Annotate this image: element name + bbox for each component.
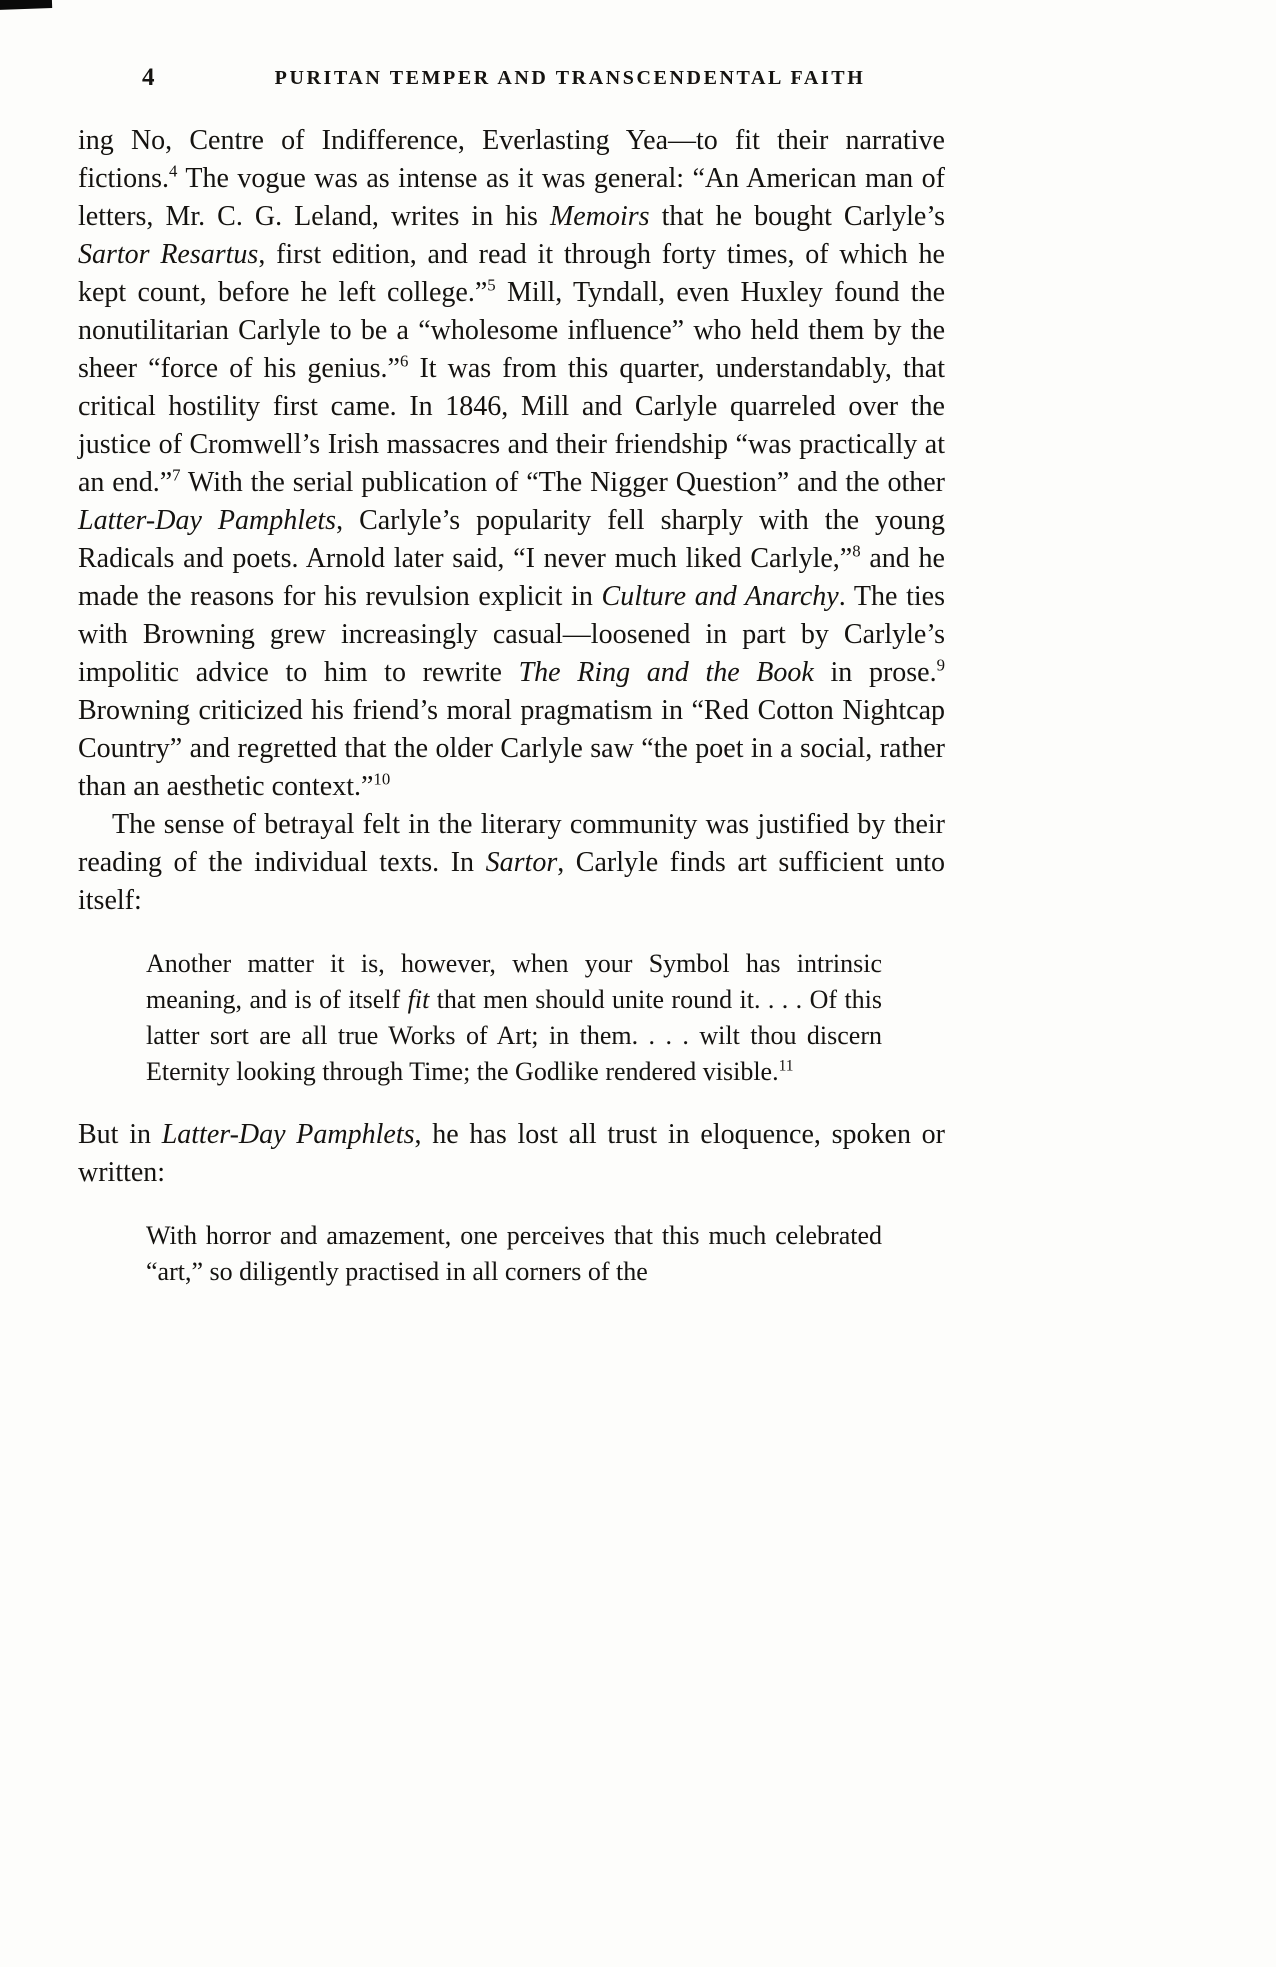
footnote-ref: 4 [169, 161, 178, 181]
footnote-ref: 7 [172, 465, 181, 485]
text-run: that men should unite round it. . . . Of this latter sort are all true Works of Art; in them. . . . wilt thou discern Eternity looking through Time; the Godlike rendered visible. [146, 985, 883, 1086]
text-run: Browning criticized his friend’s moral pragmatism in “Red Cotton Nightcap Country” and regretted that the older Carlyle saw “the poet in a social, rather than an aesthetic context.” [78, 695, 945, 802]
footnote-ref: 6 [399, 351, 409, 371]
text-run: ing No, Centre of Indifference, Everlasting Yea—to fit their narrative fictions. [78, 125, 945, 194]
footnote-ref: 11 [778, 1057, 794, 1075]
text-run: Mill, Tyndall, even Huxley found the nonutilitarian Carlyle to be a “wholesome influence” who held them by the sheer “force of his genius.” [78, 277, 945, 384]
text-run: that he bought Carlyle’s [649, 201, 945, 232]
text-run: But in [78, 1119, 162, 1150]
text-run: , Carlyle finds art sufficient unto itself: [78, 847, 945, 916]
scan-edge-artifact [0, 0, 52, 10]
text-run: Another matter it is, however, when your Symbol has intrinsic meaning, and is of itself [146, 949, 882, 1014]
blockquote [146, 946, 882, 1090]
footnote-ref: 8 [852, 541, 861, 561]
footnote-ref: 9 [936, 655, 945, 675]
italic-text: fit [407, 985, 430, 1014]
text-run: , first edition, and read it through forty times, of which he kept count, before he left college.” [78, 239, 945, 308]
footnote-ref: 5 [487, 275, 496, 295]
text-run: , Carlyle’s popularity fell sharply with the young Radicals and poets. Arnold later said, “I never much liked Carlyle,” [78, 505, 945, 574]
italic-text: Sartor Resartus [78, 239, 259, 270]
paragraph [78, 122, 945, 806]
italic-text: Culture and Anarchy [601, 581, 839, 612]
running-title: PURITAN TEMPER AND TRANSCENDENTAL FAITH [274, 67, 866, 89]
text-run: . The ties with Browning grew increasingly casual—loosened in part by Carlyle’s impolitic advice to him to rewrite [78, 581, 945, 688]
italic-text: The Ring and the Book [518, 657, 814, 688]
page-number: 4 [142, 64, 156, 91]
paragraph [78, 1116, 945, 1192]
text-run: , he has lost all trust in eloquence, spoken or written: [78, 1119, 946, 1188]
text-run: in prose. [813, 657, 937, 688]
page-body [78, 122, 945, 1316]
italic-text: Memoirs [549, 201, 650, 232]
text-run: The vogue was as intense as it was general: “An American man of letters, Mr. C. G. Leland, writes in his [78, 163, 945, 232]
italic-text: Sartor [485, 847, 558, 878]
text-run: With the serial publication of “The Nigger Question” and the other [180, 467, 945, 498]
text-run: The sense of betrayal felt in the literary community was justified by their reading of the individual texts. In [78, 809, 945, 878]
blockquote [146, 1218, 882, 1290]
paragraph [78, 806, 945, 920]
italic-text: Latter-Day Pamphlets [161, 1119, 415, 1150]
text-run: It was from this quarter, understandably, that critical hostility first came. In 1846, Mill and Carlyle quarreled over the justice of Cromwell’s Irish massacres and their friendship “was practically at an end.” [78, 353, 945, 498]
text-run: and he made the reasons for his revulsion explicit in [78, 543, 945, 612]
page-header [78, 62, 945, 96]
text-run: With horror and amazement, one perceives that this much celebrated “art,” so diligently practised in all corners of the [146, 1221, 882, 1286]
footnote-ref: 10 [373, 769, 391, 789]
italic-text: Latter-Day Pamphlets [78, 505, 337, 536]
